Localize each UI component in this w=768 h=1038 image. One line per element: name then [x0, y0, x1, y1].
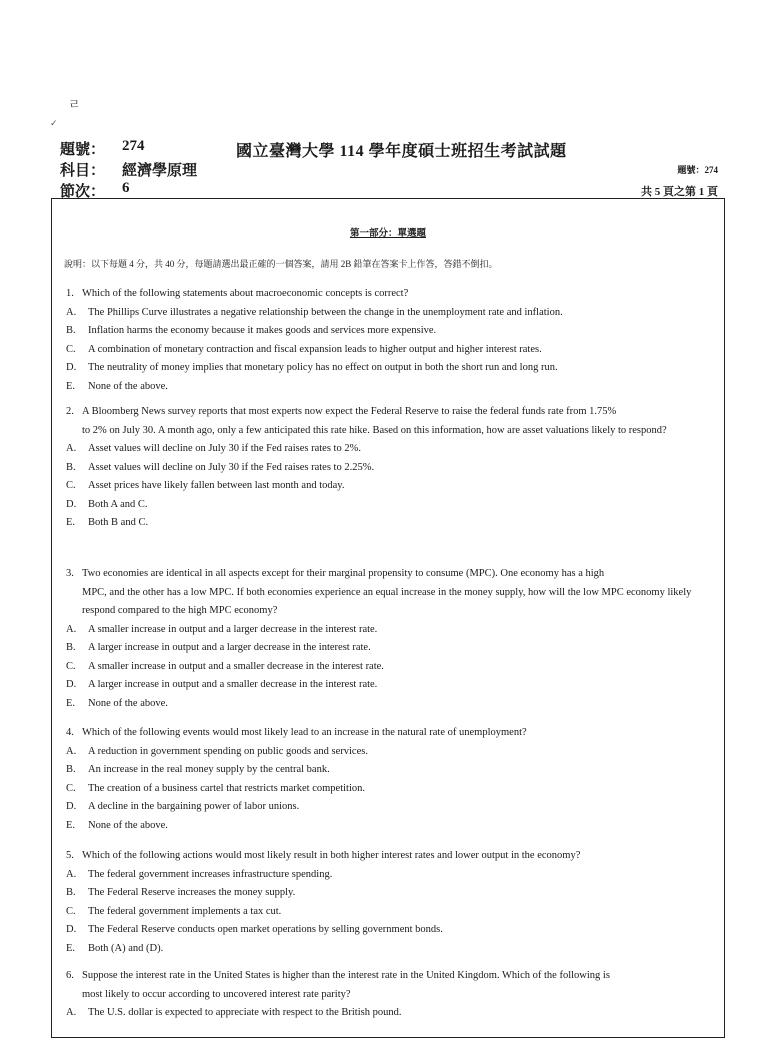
option: A. A reduction in government spending on public goods and services.	[66, 745, 368, 757]
question-stem-continued: most likely to occur according to uncovered interest rate parity?	[82, 988, 351, 1000]
option: E. Both B and C.	[66, 517, 149, 528]
question-stem-continued: MPC, and the other has a low MPC. If both economies experience an equal increase in the money supply, how will the low MPC economy likely respond compared to the high MPC economy?	[82, 586, 692, 616]
option: E. Both (A) and (D).	[66, 942, 164, 954]
topic-label: 題號：	[60, 142, 106, 158]
question-number: 5.	[66, 850, 74, 861]
page-info: 共 5 頁之第 1 頁	[641, 186, 718, 198]
option: D. A larger increase in output and a smaller decrease in the interest rate.	[66, 679, 378, 690]
question-number: 2.	[66, 406, 74, 417]
question-stem: Suppose the interest rate in the United States is higher than the interest rate in the United Kingdom. Which of the following is	[82, 970, 610, 981]
option: E. None of the above.	[66, 380, 168, 392]
exam-title: 國立臺灣大學 114 學年度碩士班招生考試試題	[236, 143, 567, 160]
question-stem: A Bloomberg News survey reports that most experts now expect the Federal Reserve to raise the federal funds rate from 1.75%	[82, 406, 617, 417]
option: C. Asset prices have likely fallen between last month and today.	[66, 480, 345, 491]
section-label: 節次：	[60, 184, 106, 200]
subject-value: 經濟學原理	[122, 163, 198, 179]
exam-content-box	[51, 198, 725, 1038]
option: B. A larger increase in output and a larger decrease in the interest rate.	[66, 642, 371, 653]
option: A. A smaller increase in output and a larger decrease in the interest rate.	[66, 623, 378, 635]
topic-row	[60, 138, 720, 159]
option: B. The Federal Reserve increases the money supply.	[66, 887, 296, 898]
question-stem-continued: to 2% on July 30. A month ago, only a few anticipated this rate hike. Based on this information, how are asset valuations likely to respond?	[82, 424, 667, 436]
part-title: 第一部分：單選題	[349, 229, 426, 239]
question-stem: Which of the following events would most likely lead to an increase in the natural rate of unemployment?	[82, 727, 527, 738]
topic-number-small: 題號：274	[677, 165, 718, 175]
option: A. The U.S. dollar is expected to appreciate with respect to the British pound.	[66, 1007, 402, 1018]
option: E. None of the above.	[66, 697, 168, 709]
option: B. An increase in the real money supply by the central bank.	[66, 764, 330, 775]
option: B. Asset values will decline on July 30 if the Fed raises rates to 2.25%.	[66, 461, 375, 473]
question-stem: Two economies are identical in all aspects except for their marginal propensity to consume (MPC). One economy has a high	[82, 568, 605, 579]
option: C. The federal government implements a tax cut.	[66, 905, 282, 917]
option: A. Asset values will decline on July 30 if the Fed raises rates to 2%.	[66, 443, 361, 454]
option: C. The creation of a business cartel that restricts market competition.	[66, 782, 365, 794]
question-4	[66, 724, 714, 835]
question-stem: Which of the following statements about macroeconomic concepts is correct?	[82, 288, 409, 299]
option: E. None of the above.	[66, 819, 168, 831]
option: D. Both A and C.	[66, 498, 148, 510]
question-2	[66, 403, 714, 533]
exam-header	[60, 138, 720, 201]
subject-label: 科目：	[60, 163, 106, 179]
question-number: 6.	[66, 970, 74, 981]
option: A. The Phillips Curve illustrates a negative relationship between the change in the unemployment rate and inflation.	[66, 306, 563, 318]
option: A. The federal government increases infrastructure spending.	[66, 868, 333, 880]
question-1	[66, 285, 714, 396]
option: D. The neutrality of money implies that monetary policy has no effect on output in both the short run and long run.	[66, 362, 558, 373]
question-number: 1.	[66, 288, 74, 299]
topic-value: 274	[122, 138, 145, 154]
option: C. A combination of monetary contraction and fiscal expansion leads to higher output and higher interest rates.	[66, 343, 542, 355]
question-6	[66, 967, 714, 1023]
question-number: 4.	[66, 727, 74, 738]
option: D. A decline in the bargaining power of labor unions.	[66, 801, 300, 812]
option: C. A smaller increase in output and a smaller decrease in the interest rate.	[66, 660, 384, 672]
instructions: 說明：以下每題 4 分，共 40 分，每題請選出最正確的一個答案，請用 2B 鉛筆在答案卡上作答，答錯不倒扣。	[64, 259, 498, 269]
scan-mark: ✓	[50, 118, 58, 128]
question-5	[66, 847, 714, 958]
option: B. Inflation harms the economy because it makes goods and services more expensive.	[66, 325, 437, 336]
scan-mark: ㄹ	[68, 97, 81, 112]
question-stem: Which of the following actions would most likely result in both higher interest rates and lower output in the economy?	[82, 850, 581, 861]
section-value: 6	[122, 180, 130, 196]
question-number: 3.	[66, 568, 74, 579]
subject-row	[60, 159, 720, 180]
option: D. The Federal Reserve conducts open market operations by selling government bonds.	[66, 924, 443, 935]
question-3	[66, 565, 714, 713]
